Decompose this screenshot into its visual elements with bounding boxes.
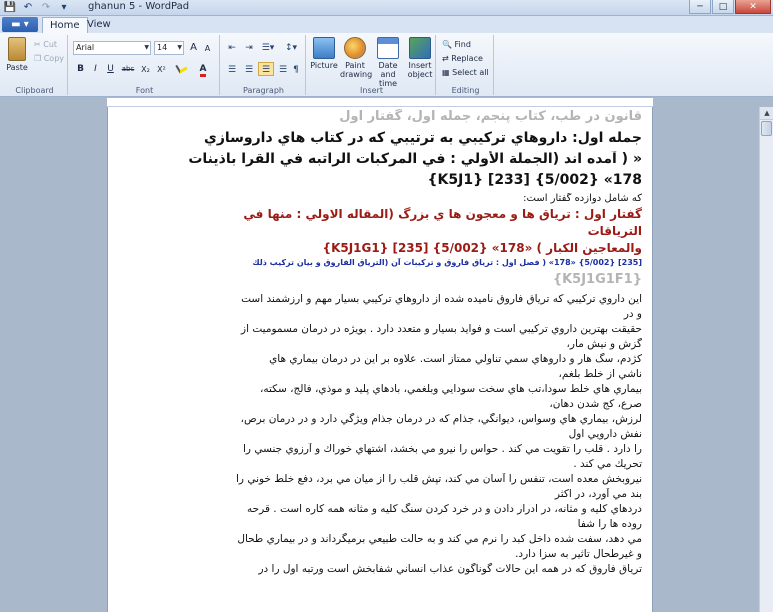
select-all-icon: ▦ xyxy=(442,68,450,77)
redo-icon[interactable]: ↷ xyxy=(41,2,51,13)
binoculars-icon: 🔍 xyxy=(442,40,452,49)
ribbon xyxy=(0,33,773,97)
paste-icon xyxy=(8,37,26,61)
customize-toolbar-icon[interactable]: ▾ xyxy=(61,2,67,13)
document-line: نيروبخش معده است، تنفس را آسان مي كند، تپش قلب را از ميان مي برد، دفع خلط خوني را xyxy=(236,473,642,485)
increase-indent-button[interactable] xyxy=(241,40,257,54)
font-group-label: Font xyxy=(135,86,154,95)
undo-icon[interactable]: ↶ xyxy=(23,2,33,13)
bullet-list-icon: ☰▾ xyxy=(261,43,275,53)
text-color-icon: A xyxy=(200,65,207,77)
date-time-label-line1: Date and xyxy=(378,61,398,79)
replace-button[interactable] xyxy=(442,53,483,64)
document-line: حقيقت بهترين داروي تركيبي است و فوايد بسيار و متعدد دارد . بويژه در درمان مسموميت از xyxy=(241,323,642,335)
insert-object-label-line2: object xyxy=(407,70,433,79)
paragraph-dialog-button[interactable] xyxy=(288,62,304,76)
vertical-scrollbar[interactable] xyxy=(759,107,773,612)
document-line: بيماري هاي خلط سودا،تب هاي سخت سودايي وبلغمي، بادهاي پليد و موذي، فالج، سكته، xyxy=(259,383,642,395)
decrease-indent-icon: ⇤ xyxy=(228,43,236,53)
clipboard-group xyxy=(2,35,68,95)
document-page[interactable] xyxy=(107,107,653,612)
window-title: ghanun 5 - WordPad xyxy=(88,1,190,12)
chevron-down-icon: ▼ xyxy=(177,44,182,51)
select-all-button[interactable] xyxy=(442,67,489,78)
replace-icon: ⇄ xyxy=(442,54,449,63)
paint-brush-icon xyxy=(344,37,366,59)
paste-button[interactable] xyxy=(4,37,30,72)
insert-group xyxy=(308,35,436,95)
minimize-button[interactable]: ─ xyxy=(689,0,711,14)
highlight-color-button[interactable] xyxy=(171,63,191,76)
copy-button[interactable] xyxy=(34,53,64,64)
scroll-up-arrow-icon[interactable]: ▲ xyxy=(760,107,773,120)
save-icon[interactable]: 💾 xyxy=(3,2,17,13)
align-left-button[interactable] xyxy=(224,62,240,76)
tab-view[interactable]: View xyxy=(87,19,111,30)
cut-button[interactable] xyxy=(34,39,57,50)
font-size-select[interactable] xyxy=(154,41,184,55)
document-line: كه شامل دوازده گفتار است: xyxy=(523,193,642,204)
font-group xyxy=(70,35,220,95)
underline-button[interactable]: U xyxy=(107,64,114,74)
font-size-value: 14 xyxy=(157,43,168,52)
maximize-button[interactable]: □ xyxy=(712,0,734,14)
document-line: را دارد . قلب را تقويت مي كند . حواس را نيرو مي بخشد، اشتهاي خوراك و آرزوي جنسي را xyxy=(243,443,642,455)
editing-group xyxy=(438,35,494,95)
align-right-button[interactable] xyxy=(258,62,274,76)
align-center-button[interactable] xyxy=(241,62,257,76)
title-bar xyxy=(0,0,773,16)
document-line: قانون در طب، كتاب پنجم، جمله اول، گفتار اول xyxy=(339,109,642,124)
bold-button[interactable]: B xyxy=(77,64,84,74)
clipboard-group-label: Clipboard xyxy=(15,86,54,95)
quick-access-toolbar xyxy=(3,1,71,14)
document-line: صرع، كج شدن دهان، xyxy=(549,398,642,410)
document-line: تحريك مي كند . xyxy=(573,458,642,470)
document-line: الترياقات xyxy=(587,224,642,238)
strikethrough-button[interactable]: abc xyxy=(121,65,135,73)
document-line: گزش و نيش مار، xyxy=(566,338,642,350)
paste-label: Paste xyxy=(6,63,28,72)
align-right-icon: ☰ xyxy=(261,65,271,75)
picture-icon xyxy=(313,37,335,59)
document-line: ترياق فاروق كه در همه اين حالات گوناگون عذاب انساني شفابخش است ورتبه اول را در xyxy=(258,563,642,575)
document-line: و در xyxy=(623,308,642,320)
document-line: دردهاي كليه و مثانه، در ادرار دادن و در خرد كردن سنگ كليه و مثانه همه كاره است . قرحه xyxy=(247,503,642,515)
highlighter-icon xyxy=(175,61,187,73)
paragraph-group-label: Paragraph xyxy=(243,86,284,95)
select-all-label: Select all xyxy=(452,68,489,77)
find-button[interactable] xyxy=(442,39,471,50)
date-time-label-line2: time xyxy=(378,79,398,88)
text-color-button[interactable] xyxy=(193,63,213,76)
line-spacing-icon: ↕▾ xyxy=(284,43,298,53)
paint-drawing-label-line1: Paint xyxy=(345,61,365,70)
document-line: گفتار اول : ترياق ها و معجون ها ي بزرگ (المقاله الاولي : منها في xyxy=(243,207,642,221)
scroll-thumb[interactable] xyxy=(761,121,772,136)
align-left-icon: ☰ xyxy=(227,65,237,75)
document-line: كژدم، سگ هار و داروهاي سمي تناولي ممتاز است. علاوه بر اين در درمان بيماري هاي xyxy=(269,353,642,365)
tab-home[interactable]: Home xyxy=(42,17,88,33)
insert-object-button[interactable] xyxy=(406,37,434,79)
find-label: Find xyxy=(454,40,471,49)
document-line: و غيرطحال تاثير به سزا دارد. xyxy=(515,548,642,560)
document-line: اين داروي تركيبي كه ترياق فاروق ناميده شده از داروهاي تركيبي بسيار مهم و ارزشمند است xyxy=(241,293,642,305)
document-line: لرزش، بيماري هاي وسواس، ديوانگي، جذام كه در درمان جذام ويژگي دارد و در درمان برص، xyxy=(240,413,642,425)
document-line: مي دهد، سفت شده داخل كبد را نرم مي كند و به حالت طبيعي برميگرداند و در بيماري طحال xyxy=(237,533,642,545)
document-area xyxy=(0,107,759,612)
font-family-value: Arial xyxy=(76,43,95,52)
document-line: روده ها را شفا xyxy=(577,518,642,530)
window-controls xyxy=(689,0,771,14)
document-line: 178» {5/002} [233] {K5J1} xyxy=(427,172,642,188)
bullets-button[interactable] xyxy=(258,40,278,54)
paragraph-icon: ¶ xyxy=(293,65,299,75)
copy-icon: ❐ xyxy=(34,54,44,63)
editing-group-label: Editing xyxy=(451,86,480,95)
insert-group-label: Insert xyxy=(360,86,383,95)
line-spacing-button[interactable] xyxy=(280,40,302,54)
document-line: « ( آمده اند (الجملة الأولي : في المركبات الراتبه في القرا باذينات xyxy=(188,151,642,167)
grow-font-button[interactable]: A xyxy=(190,42,197,53)
picture-button[interactable] xyxy=(310,37,338,70)
file-menu-button[interactable]: ▬ ▾ xyxy=(2,17,38,32)
replace-label: Replace xyxy=(451,54,483,63)
document-line: نفش دارويي اول xyxy=(568,428,642,440)
font-family-select[interactable] xyxy=(73,41,151,55)
paint-drawing-button[interactable] xyxy=(340,37,373,79)
shrink-font-button[interactable]: A xyxy=(204,44,211,53)
object-icon xyxy=(409,37,431,59)
close-button[interactable]: ✕ xyxy=(735,0,771,14)
subscript-button[interactable]: X₂ xyxy=(141,65,150,74)
document-line: ناشي از خلط بلغم، xyxy=(558,368,642,380)
cut-label: Cut xyxy=(43,40,58,49)
document-line: بند مي آورد، در اكثر xyxy=(554,488,642,500)
document-line: {K5J1G1F1} xyxy=(552,272,642,287)
decrease-indent-button[interactable] xyxy=(224,40,240,54)
calendar-icon xyxy=(377,37,399,59)
scissors-icon: ✂ xyxy=(34,40,44,49)
ruler[interactable] xyxy=(107,98,653,107)
ribbon-tabs xyxy=(0,16,773,33)
date-time-button[interactable] xyxy=(372,37,404,88)
copy-label: Copy xyxy=(43,54,65,63)
document-content[interactable] xyxy=(118,109,642,578)
document-line: [235] {5/002} «178» ( فصل اول : ترياق فاروق و تركيبات آن (الترياق الفاروق و بيان تركيب ذلك xyxy=(252,258,642,267)
align-center-icon: ☰ xyxy=(244,65,254,75)
increase-indent-icon: ⇥ xyxy=(245,43,253,53)
justify-icon: ☰ xyxy=(278,65,288,75)
chevron-down-icon: ▼ xyxy=(144,44,149,51)
picture-label: Picture xyxy=(310,61,338,70)
paint-drawing-label-line2: drawing xyxy=(340,70,373,79)
paragraph-group xyxy=(222,35,306,95)
superscript-button[interactable]: X² xyxy=(157,65,166,74)
insert-object-label-line1: Insert xyxy=(408,61,432,70)
document-line: والمعاجين الكبار ) «178» {5/002} [235] {K5J1G1} xyxy=(322,241,642,255)
document-line: جمله اول: داروهاي تركيبي به ترتيبي كه در كتاب هاي داروسازي xyxy=(204,130,642,146)
italic-button[interactable]: I xyxy=(94,64,97,74)
